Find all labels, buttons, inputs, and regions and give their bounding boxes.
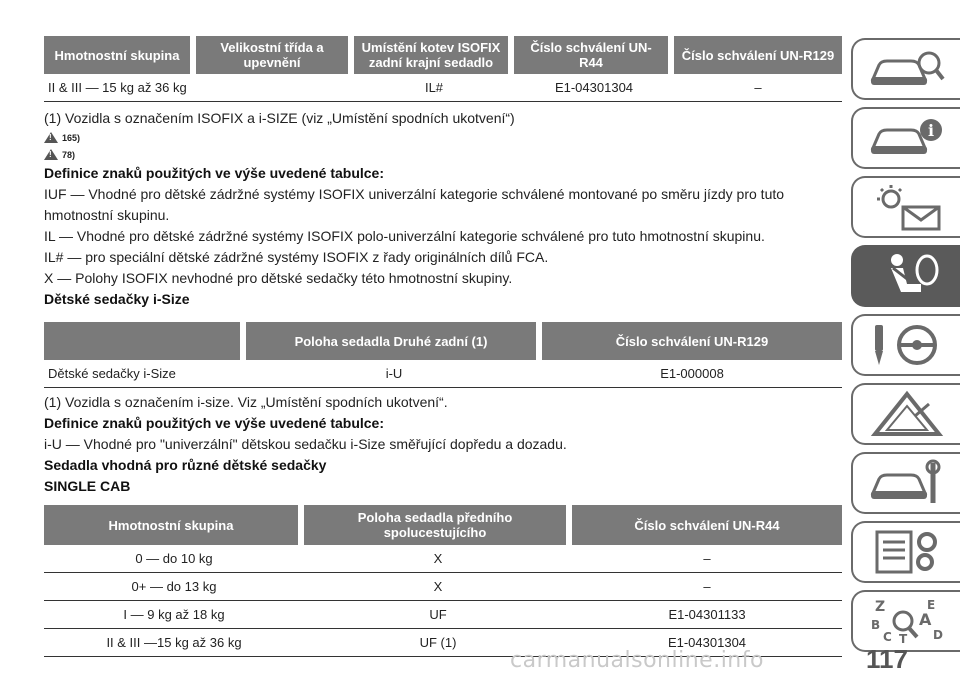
table-cell: X — [304, 573, 572, 601]
table-cell: – — [572, 573, 842, 601]
header-cell: Poloha sedadla Druhé zadní (1) — [246, 322, 542, 360]
page-number: 117 — [866, 644, 908, 674]
legend-title: Definice znaků použitých ve výše uvedené tabulce: — [44, 415, 384, 431]
table-cell: – — [674, 74, 842, 102]
table-cell: II & III — 15 kg až 36 kg — [44, 74, 354, 102]
table-header-row — [44, 322, 842, 360]
svg-text:C: C — [882, 630, 892, 644]
table-header-row — [44, 36, 842, 74]
table-header-row — [44, 505, 842, 545]
legend-item: IL — Vhodné pro dětské zádržné systémy ISOFIX polo-univerzální kategorie schválené pro tuto hmotnostní skupinu. — [44, 228, 765, 244]
warning-ref-label: 165) — [62, 132, 81, 143]
chapter-tab-index[interactable] — [851, 590, 960, 652]
watermark: carmanualsonline.info — [510, 648, 764, 673]
section-title: Sedadla vhodná pro různé dětské sedačky — [44, 457, 327, 473]
legend-item: IL# — pro speciální dětské zádržné systémy ISOFIX z řady originálních dílů FCA. — [44, 249, 549, 265]
header-cell: Číslo schválení UN-R44 — [514, 36, 674, 74]
svg-text:Z: Z — [874, 599, 885, 615]
chapter-tab-safety[interactable] — [851, 245, 960, 307]
table-row — [44, 74, 842, 102]
warning-light-icon — [867, 183, 947, 231]
header-cell: Hmotnostní skupina — [44, 505, 304, 545]
isofix-table — [44, 36, 842, 102]
svg-text:B: B — [870, 618, 880, 632]
table-cell: IL# — [354, 74, 514, 102]
section-title: Dětské sedačky i-Size — [44, 291, 190, 307]
warning-triangle-icon — [44, 132, 58, 143]
legend-item: IUF — Vhodné pro dětské zádržné systémy ISOFIX univerzální kategorie schválené montované po směru jízdy pro tuto hmotnostní skupinu. — [44, 186, 785, 223]
chapter-tab-warnings[interactable] — [851, 176, 960, 238]
chapter-tab-dashboard[interactable] — [851, 38, 960, 100]
table-cell: 0 — do 10 kg — [44, 545, 304, 573]
spec-gears-icon — [867, 528, 947, 576]
legend-item: X — Polohy ISOFIX nevhodné pro dětské sedačky této hmotnostní skupiny. — [44, 270, 513, 286]
chapter-nav — [851, 38, 960, 659]
chapter-tab-maintenance[interactable] — [851, 452, 960, 514]
warning-reference[interactable] — [44, 146, 842, 163]
chapter-tab-starting[interactable] — [851, 314, 960, 376]
car-wrench-icon — [867, 459, 947, 507]
footnote: (1) Vozidla s označením ISOFIX a i-SIZE (viz „Umístění spodních ukotvení“) — [44, 110, 515, 126]
warning-reference[interactable] — [44, 129, 842, 146]
index-search-icon — [867, 597, 947, 645]
table-cell: – — [572, 545, 842, 573]
header-cell: Číslo schválení UN-R129 — [674, 36, 842, 74]
header-cell: Umístění kotev ISOFIX zadní krajní sedadlo — [354, 36, 514, 74]
header-cell — [44, 322, 246, 360]
header-cell: Číslo schválení UN-R44 — [572, 505, 842, 545]
warning-triangle-icon — [867, 390, 947, 438]
chapter-tab-vehicle-info[interactable] — [851, 107, 960, 169]
table-cell: E1-04301304 — [514, 74, 674, 102]
table-row — [44, 360, 842, 388]
table-row — [44, 573, 842, 601]
table-cell: X — [304, 545, 572, 573]
table-row — [44, 601, 842, 629]
seat-suitability-table — [44, 505, 842, 657]
table-cell: i-U — [246, 360, 542, 388]
table-cell: E1-000008 — [542, 360, 842, 388]
table-cell: E1-04301133 — [572, 601, 842, 629]
header-cell: Velikostní třída a upevnění — [196, 36, 354, 74]
table-cell: I — 9 kg až 18 kg — [44, 601, 304, 629]
table-cell: 0+ — do 13 kg — [44, 573, 304, 601]
warning-ref-label: 78) — [62, 149, 76, 160]
car-info-icon — [867, 114, 947, 162]
seat-airbag-icon — [867, 252, 947, 300]
svg-text:E: E — [926, 598, 935, 612]
warning-triangle-icon — [44, 149, 58, 160]
steering-key-icon — [867, 321, 947, 369]
legend-item: i-U — Vhodné pro "univerzální" dětskou sedačku i-Size směřující dopředu a dozadu. — [44, 436, 567, 452]
chapter-tab-specifications[interactable] — [851, 521, 960, 583]
table-cell: E1-04301304 — [572, 629, 842, 657]
svg-text:T: T — [898, 632, 907, 645]
header-cell: Číslo schválení UN-R129 — [542, 322, 842, 360]
chapter-tab-emergency[interactable] — [851, 383, 960, 445]
header-cell: Hmotnostní skupina — [44, 36, 196, 74]
svg-text:i: i — [927, 121, 934, 140]
section-subtitle: SINGLE CAB — [44, 478, 131, 494]
svg-text:A: A — [918, 610, 931, 629]
header-cell: Poloha sedadla předního spolucestujícího — [304, 505, 572, 545]
table-cell: Dětské sedačky i-Size — [44, 360, 246, 388]
table-row — [44, 545, 842, 573]
table-cell: II & III —15 kg až 36 kg — [44, 629, 304, 657]
table-cell: UF (1) — [304, 629, 572, 657]
footnote: (1) Vozidla s označením i-size. Viz „Umístění spodních ukotvení“. — [44, 394, 448, 410]
isize-table — [44, 322, 842, 388]
page-content — [44, 36, 842, 657]
table-cell: UF — [304, 601, 572, 629]
car-glass-icon — [867, 45, 947, 93]
svg-text:D: D — [932, 628, 943, 642]
legend-title: Definice znaků použitých ve výše uvedené tabulce: — [44, 165, 384, 181]
